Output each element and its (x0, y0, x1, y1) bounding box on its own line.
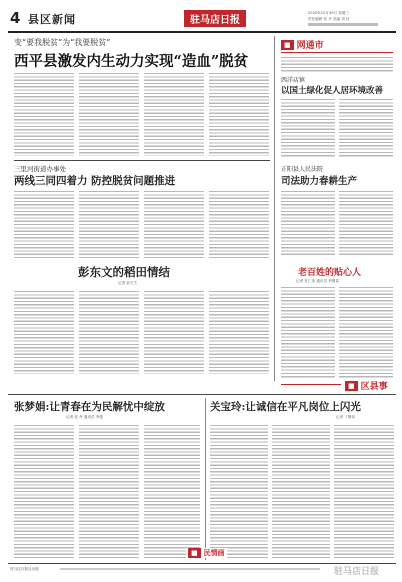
sidebar-top-text (281, 56, 393, 72)
sidebar-section-one-mark: ■ (281, 40, 294, 50)
sidebar-item1-kicker: 西洋店镇 (281, 77, 306, 84)
story2-col-3 (144, 190, 204, 260)
lead-col-1 (14, 72, 74, 156)
story3-col-4 (209, 290, 269, 374)
paper-name: 驻马店日报 (190, 15, 240, 26)
sidebar-section-two-mark: ■ (345, 381, 358, 391)
sidebar-rule-1 (281, 52, 393, 53)
sidebar-rule-2 (281, 384, 341, 385)
story5-col-3 (334, 424, 394, 558)
lead-kicker: 变“要我脱贫”为“我要脱贫” (14, 38, 111, 47)
sidebar-section-one (281, 38, 324, 51)
story2-col-2 (79, 190, 139, 260)
paper-logo (184, 10, 246, 27)
sidebar-item2-col-1 (281, 190, 335, 256)
lead-col-4 (209, 72, 269, 156)
lead-bottom-rule (14, 160, 270, 161)
sidebar-section-three-label: 民情画 (203, 549, 225, 557)
story5-col-1 (210, 424, 268, 558)
sidebar-section-one-label: 网通市 (296, 41, 324, 51)
footer-left: 驻马店日报社出版 (10, 567, 39, 571)
sidebar-section-two-label: 区县事 (360, 382, 388, 392)
editor-line: 责任编辑 张 丹 美编 刘 桂 (308, 17, 350, 21)
section-title: 县区新闻 (28, 13, 76, 26)
sidebar-item2-kicker: 正阳县人民法院 (281, 166, 324, 173)
story2-kicker: 三里河街道办事处 (14, 165, 66, 173)
story2-col-1 (14, 190, 74, 260)
lower-section-rule (8, 394, 396, 395)
story3-col-3 (144, 290, 204, 374)
sidebar-item3-col-2 (339, 286, 393, 378)
lead-col-3 (144, 72, 204, 156)
story5-col-2 (272, 424, 330, 558)
story5-headline: 关宝玲:让诚信在平凡岗位上闪光 (210, 401, 361, 413)
masthead (8, 6, 396, 32)
sidebar-item2-headline: 司法助力春耕生产 (281, 176, 358, 187)
lead-col-2 (79, 72, 139, 156)
story4-col-2 (79, 424, 139, 558)
page-number: 4 (10, 9, 21, 27)
story3-byline: 记者 彭万芝 (118, 281, 138, 285)
story4-byline: 记者 张 丹 通讯员 李强 (66, 415, 103, 419)
story3-col-2 (79, 290, 139, 374)
story5-byline: 记者 丁继伟 (336, 415, 356, 419)
footer-line (60, 568, 320, 570)
sidebar-item1-col-1 (281, 98, 335, 158)
story4-col-3 (144, 424, 200, 558)
sidebar-item2-col-2 (339, 190, 393, 256)
lead-headline: 西平县激发内生动力实现“造血”脱贫 (14, 53, 249, 70)
story2-headline: 两线三同四着力 防控脱贫问题推进 (14, 175, 176, 187)
story4-headline: 张梦娟:让青春在为民解忧中绽放 (14, 401, 165, 413)
footer-watermark: 驻马店日报 (334, 567, 380, 577)
story4-col-1 (14, 424, 74, 558)
column-divider (274, 36, 275, 381)
story2-col-4 (209, 190, 269, 260)
story3-col-1 (14, 290, 74, 374)
sidebar-item1-headline: 以国土绿化促人居环境改善 (281, 86, 384, 96)
sidebar-item1-col-2 (339, 98, 393, 158)
editor-line-2 (308, 23, 378, 26)
sidebar-item3-byline: 记者 杜仁奎 通讯员 李继春 (296, 279, 339, 283)
sidebar-section-two (345, 379, 388, 392)
lower-column-divider (205, 398, 206, 560)
sidebar-item3-col-1 (281, 286, 335, 378)
story3-headline: 彭东文的稻田情结 (78, 265, 170, 279)
masthead-rule (8, 31, 396, 33)
sidebar-item3-headline: 老百姓的贴心人 (298, 268, 362, 278)
sidebar-section-three-mark: ■ (188, 548, 201, 558)
date-line: 2020年12月30日 星期三 (308, 11, 349, 15)
sidebar-section-three (186, 548, 227, 558)
